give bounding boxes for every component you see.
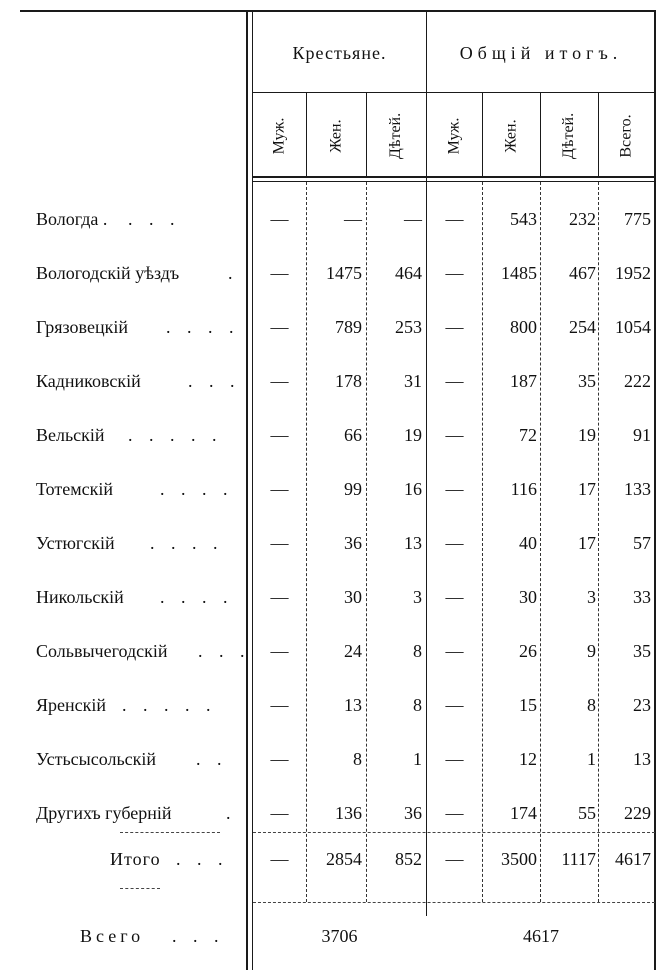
cell-total-women: 40 <box>519 533 537 553</box>
cell-total-women: 15 <box>519 695 537 715</box>
col-head-peasants-women <box>307 96 366 176</box>
cell-total-all: 35 <box>633 641 651 661</box>
cell-total-men: — <box>445 587 464 607</box>
cell-total-all: 23 <box>633 695 651 715</box>
table-row <box>0 300 664 354</box>
col-head-total-women <box>483 96 540 176</box>
cell-peasants-children: 16 <box>404 479 422 499</box>
row-name: Другихъ губерній <box>36 803 172 823</box>
cell-total-women: 174 <box>510 803 537 823</box>
table-row <box>0 516 664 570</box>
vsego-left-dash <box>120 888 160 889</box>
col-head-label: Дѣтей. <box>560 112 578 160</box>
row-leader-dots: . . <box>196 749 228 769</box>
cell-peasants-children: 8 <box>413 695 422 715</box>
cell-total-children: 232 <box>569 209 596 229</box>
cell-total-all: 133 <box>624 479 651 499</box>
cell-total-women: 30 <box>519 587 537 607</box>
row-name: Яренскій <box>36 695 106 715</box>
col-head-label: Муж. <box>445 117 463 155</box>
itogo-label: Итого <box>110 849 161 869</box>
itogo-p-children: 852 <box>395 849 422 869</box>
cell-total-men: — <box>445 641 464 661</box>
itogo-dots: . . . <box>176 849 229 869</box>
cell-peasants-women: 178 <box>335 371 362 391</box>
cell-peasants-children: 36 <box>404 803 422 823</box>
cell-peasants-men: — <box>270 317 289 337</box>
cell-peasants-women: 136 <box>335 803 362 823</box>
cell-peasants-men: — <box>270 425 289 445</box>
cell-peasants-children: 13 <box>404 533 422 553</box>
cell-peasants-women: 99 <box>344 479 362 499</box>
col-head-label: Муж. <box>270 117 288 155</box>
row-name: Тотемскій <box>36 479 114 499</box>
header-bottom-rule-b <box>253 181 655 182</box>
cell-peasants-men: — <box>270 533 289 553</box>
row-name: Устюгскій <box>36 533 115 553</box>
row-name: Кадниковскій <box>36 371 141 391</box>
row-name: Сольвычегодскій <box>36 641 168 661</box>
row-leader-dots: . . . . . <box>122 695 217 715</box>
cell-total-children: 8 <box>587 695 596 715</box>
header-bottom-rule-a <box>253 176 655 178</box>
cell-peasants-men: — <box>270 641 289 661</box>
cell-total-men: — <box>445 695 464 715</box>
top-rule <box>20 10 656 12</box>
cell-total-men: — <box>445 371 464 391</box>
cell-total-all: 33 <box>633 587 651 607</box>
cell-peasants-men: — <box>270 587 289 607</box>
row-leader-dots: . . . . <box>150 533 224 553</box>
cell-peasants-children: 1 <box>413 749 422 769</box>
col-head-label: Жен. <box>502 119 520 153</box>
cell-peasants-men: — <box>270 803 289 823</box>
col-head-label: Жен. <box>327 119 345 153</box>
row-name: Грязовецкій <box>36 317 128 337</box>
row-leader-dots: . . . <box>188 371 241 391</box>
row-leader-dots: . . . . <box>160 587 234 607</box>
cell-peasants-children: 253 <box>395 317 422 337</box>
cell-total-men: — <box>445 479 464 499</box>
cell-peasants-women: 789 <box>335 317 362 337</box>
row-leader-dots: . . . . <box>160 479 234 499</box>
cell-total-children: 467 <box>569 263 596 283</box>
cell-total-all: 13 <box>633 749 651 769</box>
cell-peasants-children: 8 <box>413 641 422 661</box>
cell-peasants-children: 464 <box>395 263 422 283</box>
cell-total-women: 800 <box>510 317 537 337</box>
cell-total-children: 9 <box>587 641 596 661</box>
table-row <box>0 732 664 786</box>
col-head-total-men <box>427 96 482 176</box>
cell-peasants-men: — <box>270 479 289 499</box>
cell-peasants-children: 31 <box>404 371 422 391</box>
itogo-t-all: 4617 <box>615 849 651 869</box>
cell-peasants-children: 19 <box>404 425 422 445</box>
vsego-peasants: 3706 <box>321 926 358 946</box>
cell-total-women: 543 <box>510 209 537 229</box>
row-name: Вологда . <box>36 209 108 229</box>
row-leader-dots: . . . <box>198 641 251 661</box>
cell-total-all: 222 <box>624 371 651 391</box>
table-row <box>0 624 664 678</box>
group-title-total: Общій итогъ. <box>459 43 623 63</box>
cell-total-men: — <box>445 533 464 553</box>
col-head-label: Всего. <box>617 114 635 158</box>
itogo-p-women: 2854 <box>326 849 362 869</box>
cell-total-women: 12 <box>519 749 537 769</box>
cell-total-children: 254 <box>569 317 596 337</box>
cell-total-all: 229 <box>624 803 651 823</box>
itogo-row <box>0 832 664 886</box>
col-head-label: Дѣтей. <box>387 112 405 160</box>
vsego-dots: . . . <box>172 926 225 946</box>
vsego-top-rule <box>253 902 655 903</box>
cell-peasants-women: 8 <box>353 749 362 769</box>
itogo-t-children: 1117 <box>561 849 596 869</box>
cell-peasants-women: — <box>344 209 362 229</box>
cell-total-all: 91 <box>633 425 651 445</box>
cell-total-men: — <box>445 317 464 337</box>
cell-total-all: 57 <box>633 533 651 553</box>
cell-total-women: 1485 <box>501 263 537 283</box>
col-head-peasants-children <box>367 96 426 176</box>
col-head-peasants-men <box>253 96 306 176</box>
table-row <box>0 678 664 732</box>
itogo-t-men: — <box>445 849 464 869</box>
cell-peasants-women: 30 <box>344 587 362 607</box>
cell-peasants-women: 36 <box>344 533 362 553</box>
cell-total-men: — <box>445 263 464 283</box>
row-leader-dots: . <box>226 803 237 823</box>
row-leader-dots: . . . . . <box>128 425 223 445</box>
cell-total-men: — <box>445 209 464 229</box>
cell-total-children: 3 <box>587 587 596 607</box>
cell-peasants-women: 24 <box>344 641 362 661</box>
table-row <box>0 246 664 300</box>
cell-peasants-men: — <box>270 263 289 283</box>
row-name: Устьсысольскій <box>36 749 157 769</box>
table-row <box>0 354 664 408</box>
itogo-t-women: 3500 <box>501 849 537 869</box>
cell-peasants-men: — <box>270 371 289 391</box>
col-head-total-all <box>599 96 654 176</box>
cell-total-children: 17 <box>578 479 596 499</box>
cell-peasants-children: 3 <box>413 587 422 607</box>
cell-total-women: 26 <box>519 641 537 661</box>
row-name: Вельскій <box>36 425 105 445</box>
group-title-underline <box>253 92 655 93</box>
group-title-peasants: Крестьяне. <box>292 43 387 63</box>
row-leader-dots: . . . <box>128 209 181 229</box>
cell-total-men: — <box>445 749 464 769</box>
cell-total-children: 19 <box>578 425 596 445</box>
cell-total-women: 187 <box>510 371 537 391</box>
table-row <box>0 408 664 462</box>
cell-total-children: 1 <box>587 749 596 769</box>
cell-total-all: 1054 <box>615 317 651 337</box>
table-row <box>0 570 664 624</box>
cell-peasants-women: 1475 <box>326 263 362 283</box>
row-name: Никольскій <box>36 587 124 607</box>
vsego-label: Всего <box>80 926 145 946</box>
col-head-total-children <box>541 96 598 176</box>
row-leader-dots: . . . . <box>166 317 240 337</box>
cell-total-men: — <box>445 425 464 445</box>
vsego-total: 4617 <box>523 926 559 946</box>
cell-total-men: — <box>445 803 464 823</box>
itogo-p-men: — <box>270 849 289 869</box>
vsego-row <box>0 906 664 966</box>
cell-total-children: 35 <box>578 371 596 391</box>
cell-total-children: 17 <box>578 533 596 553</box>
cell-peasants-men: — <box>270 749 289 769</box>
cell-peasants-women: 66 <box>344 425 362 445</box>
table-row <box>0 462 664 516</box>
row-leader-dots: . <box>228 263 239 283</box>
row-name: Вологодскій уѣздъ <box>36 263 180 283</box>
cell-total-all: 1952 <box>615 263 651 283</box>
table-row <box>0 192 664 246</box>
cell-total-women: 116 <box>510 479 537 499</box>
cell-peasants-men: — <box>270 209 289 229</box>
cell-peasants-women: 13 <box>344 695 362 715</box>
cell-peasants-men: — <box>270 695 289 715</box>
cell-total-children: 55 <box>578 803 596 823</box>
cell-total-all: 775 <box>624 209 651 229</box>
cell-total-women: 72 <box>519 425 537 445</box>
cell-peasants-children: — <box>404 209 422 229</box>
